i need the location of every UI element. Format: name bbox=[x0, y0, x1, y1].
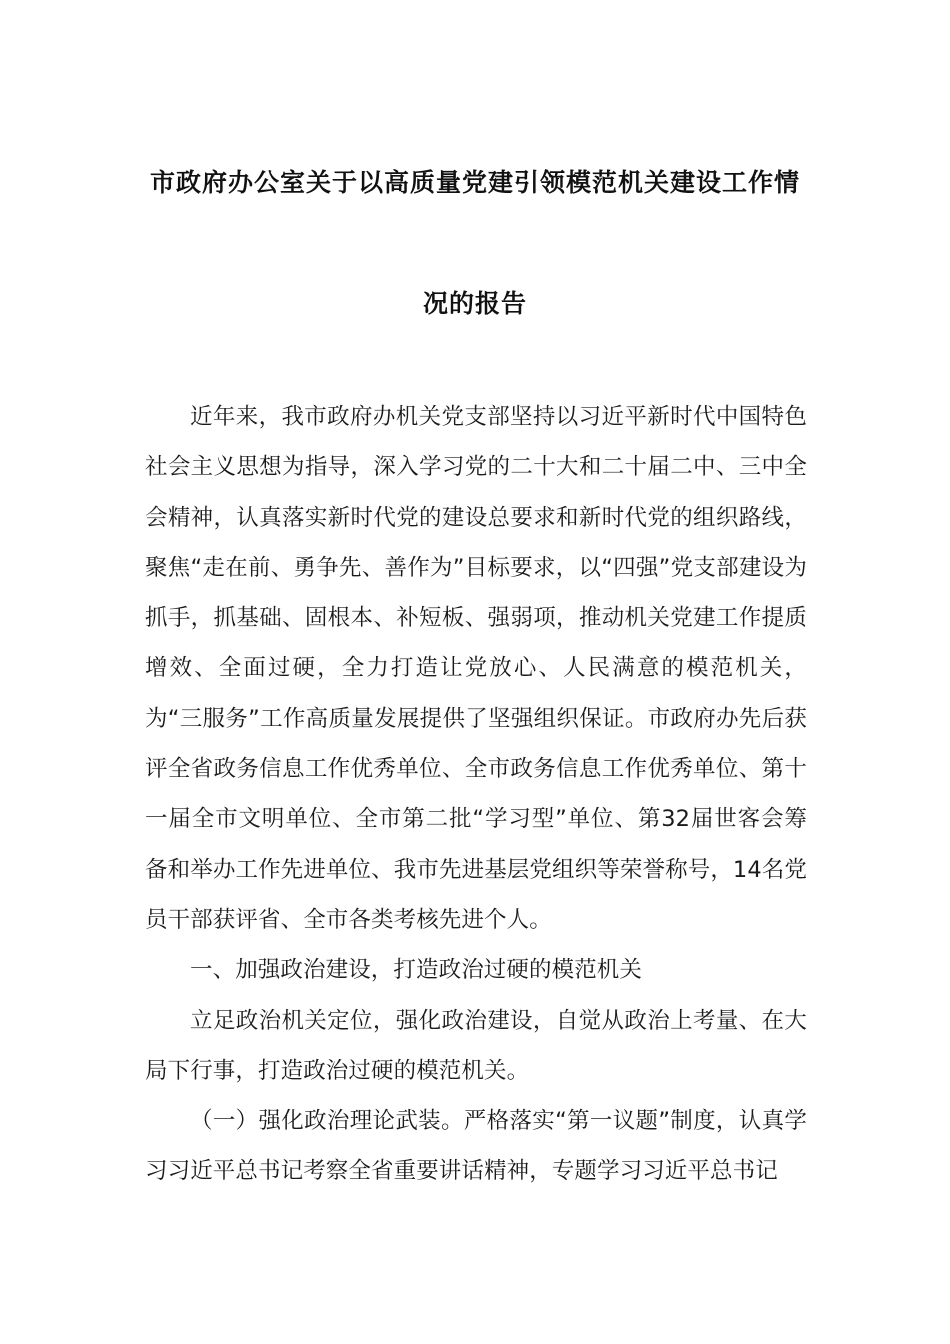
section-heading-1: 一、加强政治建设，打造政治过硬的模范机关 bbox=[190, 957, 643, 984]
document-title-line-1: 市政府办公室关于以高质量党建引领模范机关建设工作情 bbox=[149, 168, 800, 197]
intro-paragraph: 近年来，我市政府办机关党支部坚持以习近平新时代中国特色社会主义思想为指导，深入学习党的二十大和二十届二中、三中全会精神，认真落实新时代党的建设总要求和新时代党的组织路线，聚焦“走在前、勇争先、善作为”目标要求，以“四强”党支部建设为抓手，抓基础、固根本、补短板、强弱项，推动机关党建工作提质增效、全面过硬，全力打造让党放心、人民满意的模范机关，为“三服务”工作高质量发展提供了坚强组织保证。市政府办先后获评全省政务信息工作优秀单位、全市政务信息工作优秀单位、第十一届全市文明单位、全市第二批“学习型”单位、第32届世客会筹备和举办工作先进单位、我市先进基层党组织等荣誉称号，14名党员干部获评省、全市各类考核先进个人。 bbox=[145, 404, 807, 933]
document-body bbox=[145, 392, 807, 1197]
section-1-paragraph: 立足政治机关定位，强化政治建设，自觉从政治上考量、在大局下行事，打造政治过硬的模范机关。 bbox=[145, 1007, 807, 1084]
document-title-line-2: 况的报告 bbox=[422, 289, 527, 318]
subsection-1-paragraph: （一）强化政治理论武装。严格落实“第一议题”制度，认真学习习近平总书记考察全省重要讲话精神，专题学习习近平总书记 bbox=[145, 1108, 807, 1185]
